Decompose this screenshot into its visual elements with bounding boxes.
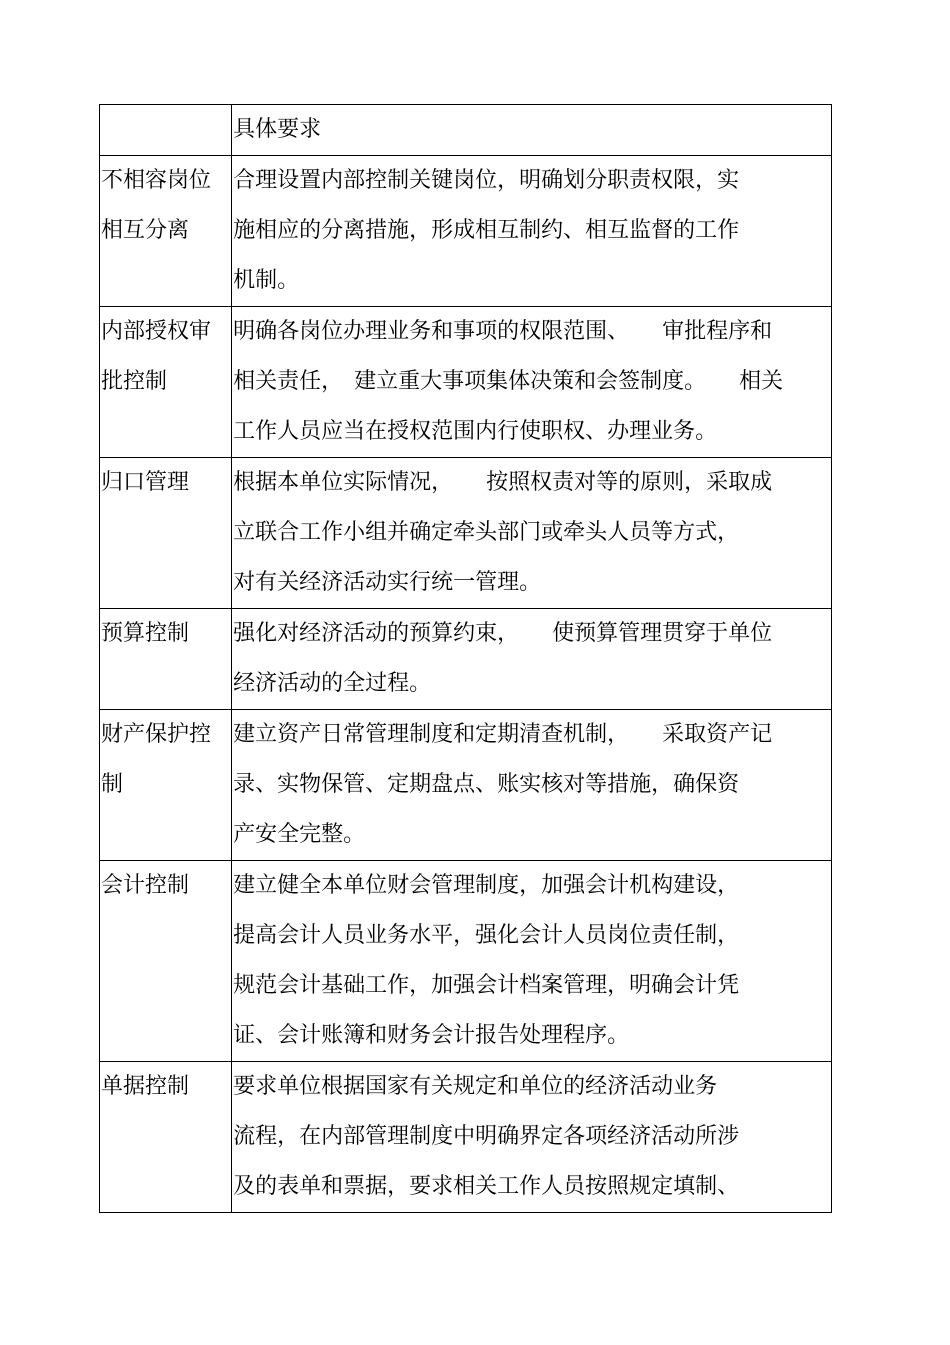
header-cell-requirement xyxy=(232,105,832,156)
control-name-cell xyxy=(100,458,232,609)
control-name-line: 制 xyxy=(101,772,124,797)
table-row xyxy=(100,156,832,307)
requirement-cell xyxy=(232,861,832,1062)
control-name-cell xyxy=(100,609,232,710)
requirement-line: 产安全完整。 xyxy=(233,822,366,847)
requirement-line: 及的表单和票据，要求相关工作人员按照规定填制、 xyxy=(233,1174,740,1199)
requirement-line: 机制。 xyxy=(233,268,300,293)
requirement-line: 施相应的分离措施，形成相互制约、相互监督的工作 xyxy=(233,218,740,243)
table-row xyxy=(100,609,832,710)
control-name-line: 相互分离 xyxy=(101,218,190,243)
control-name-cell xyxy=(100,156,232,307)
requirement-cell xyxy=(232,710,832,861)
control-requirements-table xyxy=(99,104,832,1213)
requirement-line: 证、会计账簿和财务会计报告处理程序。 xyxy=(233,1023,630,1048)
requirement-line: 对有关经济活动实行统一管理。 xyxy=(233,570,542,595)
requirement-line: 流程，在内部管理制度中明确界定各项经济活动所涉 xyxy=(233,1124,740,1149)
requirement-line: 明确各岗位办理业务和事项的权限范围、 审批程序和 xyxy=(233,319,773,344)
requirement-line: 立联合工作小组并确定牵头部门或牵头人员等方式， xyxy=(233,520,740,545)
requirement-line: 建立资产日常管理制度和定期清查机制， 采取资产记 xyxy=(233,722,773,747)
requirement-line: 合理设置内部控制关键岗位，明确划分职责权限，实 xyxy=(233,168,740,193)
table-row xyxy=(100,458,832,609)
header-name-text xyxy=(100,105,231,155)
requirement-line: 相关责任， 建立重大事项集体决策和会签制度。 相关 xyxy=(233,369,784,394)
control-name-line: 不相容岗位 xyxy=(101,168,212,193)
table-header-row xyxy=(100,105,832,156)
control-name-cell xyxy=(100,861,232,1062)
control-name-line: 归口管理 xyxy=(101,470,190,495)
control-name-line: 预算控制 xyxy=(101,621,190,646)
table-body xyxy=(100,105,832,1213)
requirement-cell xyxy=(232,156,832,307)
header-requirement-text: 具体要求 xyxy=(233,117,322,142)
control-name-line: 批控制 xyxy=(101,369,168,394)
control-name-line: 单据控制 xyxy=(101,1074,190,1099)
requirement-line: 规范会计基础工作，加强会计档案管理，明确会计凭 xyxy=(233,973,740,998)
requirement-line: 经济活动的全过程。 xyxy=(233,671,432,696)
requirement-cell xyxy=(232,1062,832,1213)
requirement-line: 要求单位根据国家有关规定和单位的经济活动业务 xyxy=(233,1074,718,1099)
requirement-line: 根据本单位实际情况， 按照权责对等的原则，采取成 xyxy=(233,470,773,495)
requirement-line: 建立健全本单位财会管理制度，加强会计机构建设， xyxy=(233,873,740,898)
table-row xyxy=(100,861,832,1062)
requirement-cell xyxy=(232,307,832,458)
header-cell-name xyxy=(100,105,232,156)
requirement-line: 提高会计人员业务水平，强化会计人员岗位责任制， xyxy=(233,923,740,948)
requirement-line: 录、实物保管、定期盘点、账实核对等措施，确保资 xyxy=(233,772,740,797)
requirement-line: 强化对经济活动的预算约束， 使预算管理贯穿于单位 xyxy=(233,621,773,646)
requirement-cell xyxy=(232,458,832,609)
control-name-line: 内部授权审 xyxy=(101,319,212,344)
control-name-line: 财产保护控 xyxy=(101,722,212,747)
table-row xyxy=(100,307,832,458)
control-name-line: 会计控制 xyxy=(101,873,190,898)
control-name-cell xyxy=(100,1062,232,1213)
table-row xyxy=(100,1062,832,1213)
requirement-line: 工作人员应当在授权范围内行使职权、办理业务。 xyxy=(233,419,718,444)
control-name-cell xyxy=(100,710,232,861)
requirement-cell xyxy=(232,609,832,710)
control-name-cell xyxy=(100,307,232,458)
table-row xyxy=(100,710,832,861)
